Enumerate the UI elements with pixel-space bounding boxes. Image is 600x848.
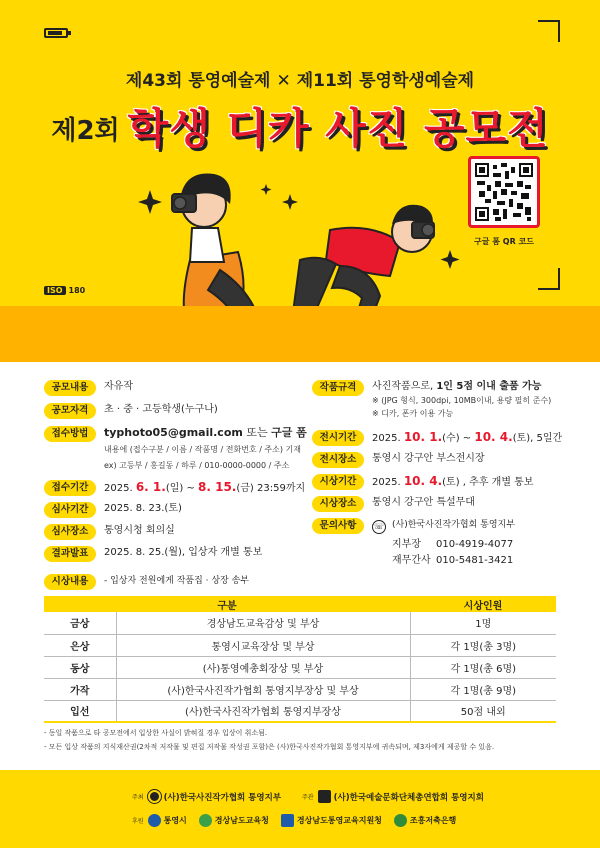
submission-mid: (일) ~ [165, 483, 199, 494]
submission-end: 8. 15. [198, 480, 237, 494]
exhibition-year: 2025. [372, 433, 404, 444]
exhibition-end: 10. 4. [474, 430, 513, 444]
label-submission-method: 접수방법 [44, 426, 96, 442]
submission-detail-1: 내용에 (접수구분 / 이름 / 작품명 / 전화번호 / 주소) 기재 [104, 445, 302, 454]
award-count: 각 1명(총 9명) [410, 678, 556, 700]
organizer-name: (사)한국예술문화단체총연합회 통영지회 [333, 792, 484, 803]
tongyeong-edu-logo-icon [281, 814, 294, 827]
qr-code[interactable] [468, 156, 540, 228]
info-exhibition-place [312, 452, 485, 468]
header-count: 시상인원 [410, 596, 556, 612]
footer-organizer [302, 790, 484, 803]
note-2: - 모든 입상 작품의 지식재산권(2차적 저작물 및 편집 저작물 작성권 포함)은 (사)한국사진작가협회 통영지부에 귀속되며, 제3자에게 제공할 수 있음. [44, 743, 495, 751]
qr-code-icon [475, 163, 533, 221]
award-notice: (토) , 추후 개별 통보 [442, 477, 534, 488]
award-count: 각 1명(총 6명) [410, 656, 556, 678]
value-judging-place: 통영시청 회의실 [104, 525, 175, 536]
info-submission-method [44, 426, 307, 472]
label-eligibility: 공모자격 [44, 403, 96, 419]
exhibition-duration: (토), 5일간 [512, 433, 563, 444]
value-award-content: - 입상자 전원에게 작품집 · 상장 송부 [104, 576, 249, 586]
submission-deadline: (금) 23:59까지 [236, 483, 306, 494]
award-prize: 통영시교육장상 및 부상 [116, 634, 410, 656]
contact-role-1: 지부장 [392, 539, 421, 550]
table-row [44, 656, 556, 678]
iso-label: ISO [44, 286, 66, 295]
hero-ground-band [0, 306, 600, 362]
subtitle-right: 제11회 통영학생예술제 [296, 71, 475, 91]
note-1: - 동일 작품으로 타 공모전에서 입상한 사실이 밝혀질 경우 입상이 취소됨. [44, 729, 268, 737]
sponsor-label: 후원 [132, 818, 144, 825]
submission-email[interactable]: typhoto05@gmail.com [104, 426, 243, 439]
info-exhibition-period [312, 430, 562, 446]
submission-or: 또는 [242, 426, 272, 439]
host-label: 주최 [132, 794, 144, 801]
exhibition-start: 10. 1. [403, 430, 443, 444]
info-eligibility [44, 403, 218, 419]
hero-banner [0, 0, 600, 362]
sponsor-4: 조흥저축은행 [409, 816, 457, 825]
notes [44, 726, 564, 754]
label-exhibition-place: 전시장소 [312, 452, 364, 468]
viewfinder-corner-top-right [538, 20, 560, 42]
label-inquiry: 문의사항 [312, 518, 364, 534]
award-prize: (사)한국사진작가협회 통영지부장상 및 부상 [116, 678, 410, 700]
header-category: 구분 [44, 596, 410, 612]
award-table-header [44, 596, 556, 612]
page-title [0, 96, 600, 156]
value-award-place: 통영시 강구안 특설무대 [372, 497, 475, 508]
award-prize: (사)한국사진작가협회 통영지부장상 [116, 700, 410, 722]
award-count: 50점 내외 [410, 700, 556, 722]
qr-caption: 구글 폼 QR 코드 [474, 237, 534, 246]
label-award-place: 시상장소 [312, 496, 364, 512]
award-year: 2025. [372, 477, 404, 488]
label-judging-period: 심사기간 [44, 502, 96, 518]
footer-host [132, 790, 281, 803]
label-exhibition-period: 전시기간 [312, 430, 364, 446]
value-results: 2025. 8. 25.(월), 입상자 개별 통보 [104, 547, 263, 558]
info-judging-place [44, 524, 175, 540]
footer-sponsors [132, 814, 456, 827]
event-subtitle [0, 66, 600, 91]
info-judging-period [44, 502, 182, 518]
contact-phone-1[interactable]: 010-4919-4077 [436, 539, 514, 550]
host-logo-icon [148, 790, 161, 803]
table-row [44, 700, 556, 722]
info-inquiry [312, 518, 515, 568]
label-award-content: 시상내용 [44, 574, 96, 590]
info-results [44, 546, 262, 562]
footer [0, 770, 600, 848]
phone-icon: ☏ [372, 520, 386, 534]
contact-role-2: 재무간사 [392, 555, 431, 566]
label-submission-period: 접수기간 [44, 480, 96, 496]
bank-logo-icon [394, 814, 407, 827]
award-rank: 은상 [44, 634, 116, 656]
subtitle-left: 제43회 통영예술제 [125, 71, 271, 91]
submission-google-form[interactable]: 구글 폼 [271, 426, 307, 439]
info-spec [312, 380, 551, 420]
exhibition-mid: (수) ~ [442, 433, 475, 444]
iso-value: 180 [68, 286, 86, 295]
award-prize: (사)통영예총회장상 및 부상 [116, 656, 410, 678]
table-row [44, 612, 556, 634]
organizer-logo-icon [318, 790, 331, 803]
award-rank: 금상 [44, 612, 116, 634]
award-date: 10. 4. [403, 474, 443, 488]
host-name: (사)한국사진작가협회 통영지부 [163, 792, 282, 803]
label-award-period: 시상기간 [312, 474, 364, 490]
spec-pre: 사진작품으로, [372, 381, 437, 392]
title-edition: 제2회 [51, 116, 120, 146]
inquiry-org: (사)한국사진작가협회 통영지부 [392, 520, 515, 530]
contact-phone-2[interactable]: 010-5481-3421 [436, 555, 514, 566]
table-row [44, 634, 556, 656]
value-judging-period: 2025. 8. 23.(토) [104, 503, 182, 514]
organizer-label: 주관 [302, 794, 314, 801]
submission-period-year: 2025. [104, 483, 136, 494]
award-count: 1명 [410, 612, 556, 634]
award-count: 각 1명(총 3명) [410, 634, 556, 656]
tongyeong-logo-icon [148, 814, 161, 827]
award-rank: 입선 [44, 700, 116, 722]
award-rank: 가작 [44, 678, 116, 700]
info-award-place [312, 496, 475, 512]
battery-icon [44, 28, 68, 38]
award-table [44, 596, 556, 723]
spec-limit: 1인 5점 이내 출품 가능 [436, 381, 542, 392]
submission-start: 6. 1. [135, 480, 166, 494]
sponsor-3: 경상남도통영교육지원청 [296, 816, 382, 825]
label-results: 결과발표 [44, 546, 96, 562]
label-spec: 작품규격 [312, 380, 364, 396]
submission-detail-2: ex) 고등부 / 홍길동 / 하루 / 010-0000-0000 / 주소 [104, 461, 290, 470]
sponsor-1: 통영시 [163, 816, 187, 825]
award-rank: 동상 [44, 656, 116, 678]
value-eligibility: 초 · 중 · 고등학생(누구나) [104, 404, 218, 415]
spec-note-2: ※ 디카, 폰카 이용 가능 [372, 409, 454, 418]
title-main: 학생 디카 사진 공모전 [127, 104, 549, 153]
spec-note-1: ※ (JPG 형식, 300dpi, 10MB이내, 용량 필히 준수) [372, 396, 552, 405]
info-content [44, 380, 133, 396]
label-judging-place: 심사장소 [44, 524, 96, 540]
cross-icon: ✕ [276, 71, 291, 91]
value-content: 자유작 [104, 381, 133, 392]
table-row [44, 678, 556, 700]
info-award-content [44, 574, 249, 590]
sponsor-2: 경상남도교육청 [214, 816, 269, 825]
award-prize: 경상남도교육감상 및 부상 [116, 612, 410, 634]
gyeongnam-edu-logo-icon [199, 814, 212, 827]
label-content: 공모내용 [44, 380, 96, 396]
info-submission-period [44, 480, 305, 496]
info-award-period [312, 474, 533, 490]
value-exhibition-place: 통영시 강구안 부스전시장 [372, 453, 485, 464]
